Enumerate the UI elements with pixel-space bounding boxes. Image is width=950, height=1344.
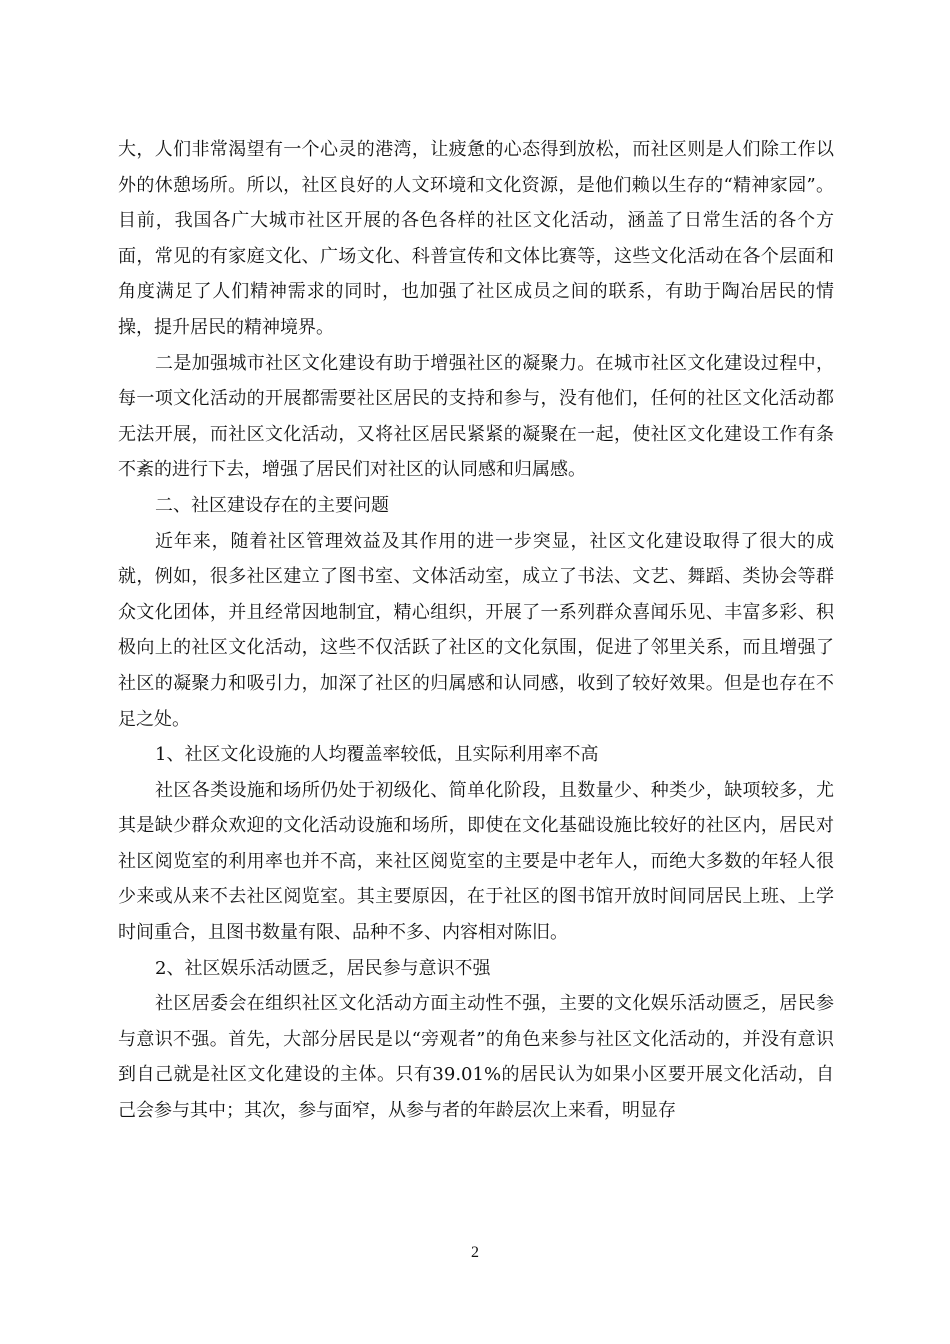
- paragraph-facilities: 社区各类设施和场所仍处于初级化、简单化阶段，且数量少、种类少，缺项较多，尤其是缺少群众欢迎的文化活动设施和场所，即使在文化基础设施比较好的社区内，居民对社区阅览室的利用率也并不高，来社区阅览室的主要是中老年人，而绝大多数的年轻人很少来或从来不去社区阅览室。其主要原因，在于社区的图书馆开放时间同居民上班、上学时间重合，且图书数量有限、品种不多、内容相对陈旧。: [118, 779, 834, 944]
- subheading-facilities: 1、社区文化设施的人均覆盖率较低，且实际利用率不高: [155, 744, 599, 766]
- paragraph-cohesion: 二是加强城市社区文化建设有助于增强社区的凝聚力。在城市社区文化建设过程中，每一项文化活动的开展都需要社区居民的支持和参与，没有他们，任何的社区文化活动都无法开展，而社区文化活动，又将社区居民紧紧的凝聚在一起，使社区文化建设工作有条不紊的进行下去，增强了居民们对社区的认同感和归属感。: [118, 352, 834, 481]
- paragraph-activities: 社区居委会在组织社区文化活动方面主动性不强，主要的文化娱乐活动匮乏，居民参与意识不强。首先，大部分居民是以“旁观者”的角色来参与社区文化活动的，并没有意识到自己就是社区文化建设的主体。只有39.01%的居民认为如果小区要开展文化活动，自己会参与其中；其次，参与面窄，从参与者的年龄层次上来看，明显存: [118, 993, 834, 1122]
- page-number: 2: [471, 1244, 479, 1261]
- paragraph-achievements: 近年来，随着社区管理效益及其作用的进一步突显，社区文化建设取得了很大的成就，例如，很多社区建立了图书室、文体活动室，成立了书法、文艺、舞蹈、类协会等群众文化团体，并且经常因地制宜，精心组织，开展了一系列群众喜闻乐见、丰富多彩、积极向上的社区文化活动，这些不仅活跃了社区的文化氛围，促进了邻里关系，而且增强了社区的凝聚力和吸引力，加深了社区的归属感和认同感，收到了较好效果。但是也存在不足之处。: [118, 530, 834, 730]
- section-heading-main-problems: 二、社区建设存在的主要问题: [155, 494, 389, 516]
- subheading-activities: 2、社区娱乐活动匮乏，居民参与意识不强: [155, 957, 491, 979]
- paragraph-continuation: 大，人们非常渴望有一个心灵的港湾，让疲惫的心态得到放松，而社区则是人们除工作以外的休憩场所。所以，社区良好的人文环境和文化资源，是他们赖以生存的“精神家园”。目前，我国各广大城市社区开展的各色各样的社区文化活动，涵盖了日常生活的各个方面，常见的有家庭文化、广场文化、科普宣传和文体比赛等，这些文化活动在各个层面和角度满足了人们精神需求的同时，也加强了社区成员之间的联系，有助于陶冶居民的情操，提升居民的精神境界。: [118, 139, 834, 338]
- document-body: [118, 132, 834, 1129]
